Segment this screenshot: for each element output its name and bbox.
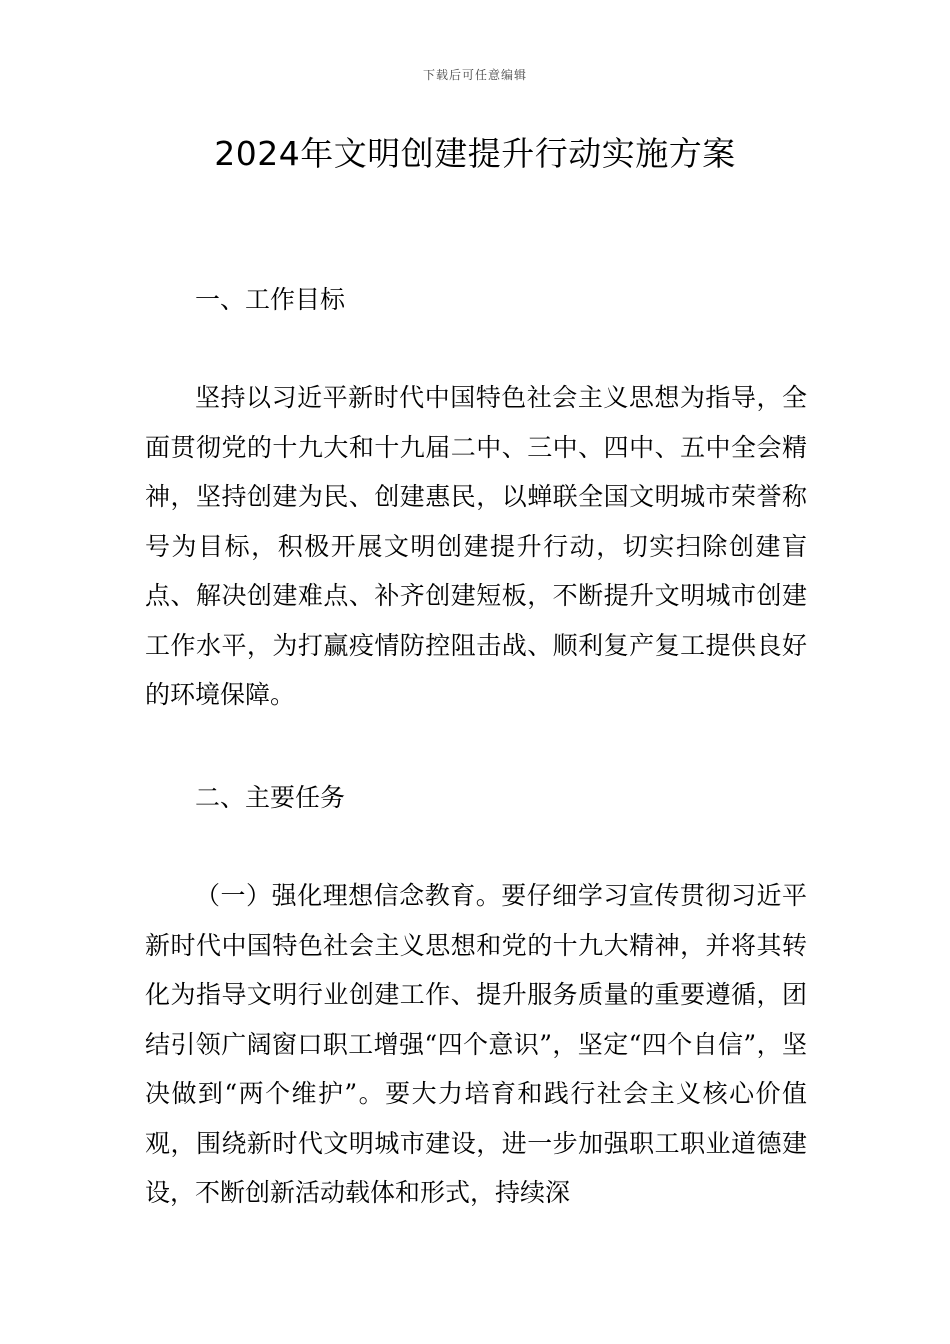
paragraph: （一）强化理想信念教育。要仔细学习宣传贯彻习近平新时代中国特色社会主义思想和党的十九大精神，并将其转化为指导文明行业创建工作、提升服务质量的重要遵循，团结引领广阔窗口职工增强“四个意识”，坚定“四个自信”，坚决做到“两个维护”。要大力培育和践行社会主义核心价值观，围绕新时代文明城市建设，进一步加强职工职业道德建设，不断创新活动载体和形式，持续深 [145,881,807,1207]
header-note: 下载后可任意编辑 [422,68,527,82]
section-heading-tasks: 二、主要任务 [195,783,346,812]
section-body-tasks [145,871,807,1218]
document-title: 2024年文明创建提升行动实施方案 [214,134,736,173]
section-body-goals [145,373,807,720]
paragraph: 坚持以习近平新时代中国特色社会主义思想为指导，全面贯彻党的十九大和十九届二中、三中、四中、五中全会精神，坚持创建为民、创建惠民，以蝉联全国文明城市荣誉称号为目标，积极开展文明创建提升行动，切实扫除创建盲点、解决创建难点、补齐创建短板，不断提升文明城市创建工作水平，为打赢疫情防控阻击战、顺利复产复工提供良好的环境保障。 [145,383,807,709]
section-heading-goals: 一、工作目标 [195,285,346,314]
